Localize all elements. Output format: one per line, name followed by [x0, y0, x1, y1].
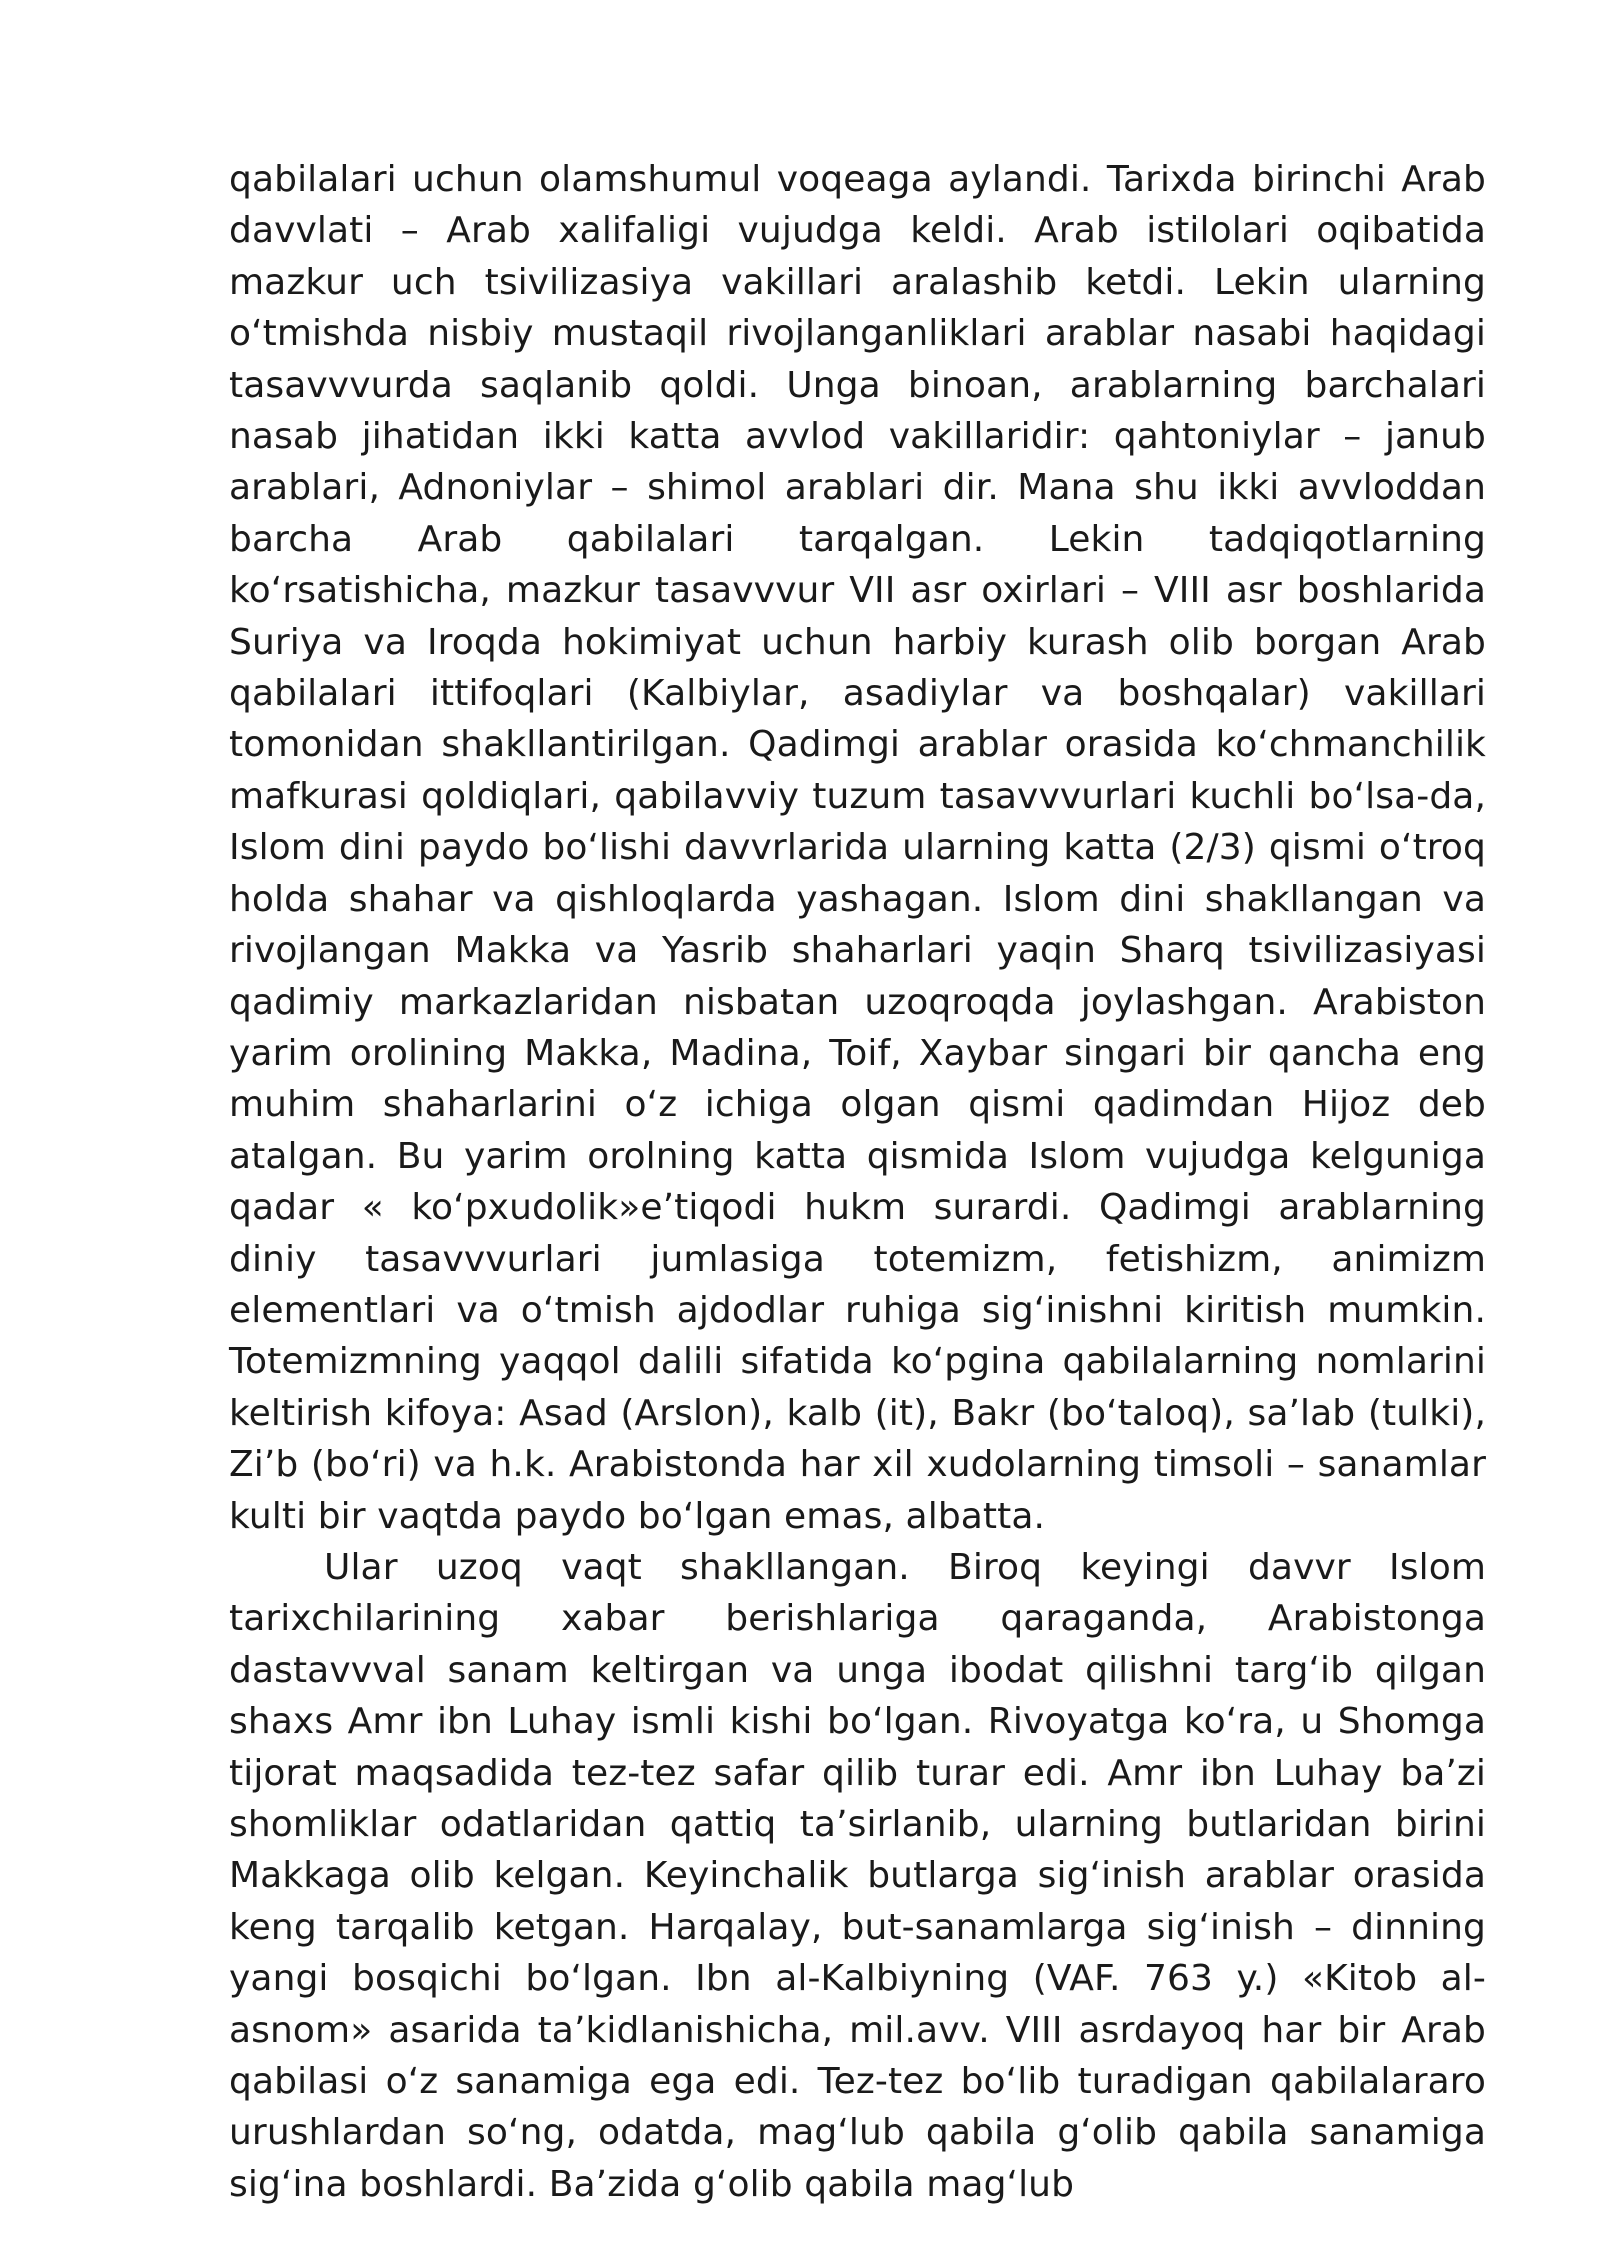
- paragraph-1: qabilalari uchun olamshumul voqeaga aylandi. Tarixda birinchi Arab davvlati – Arab xalifaligi vujudga keldi. Arab istilolari oqibatida mazkur uch tsivilizasiya vakillari aralashib ketdi. Lekin ularning oʻtmishda nisbiy mustaqil rivojlanganliklari arablar nasabi haqidagi tasavvvurda saqlanib qoldi. Unga binoan, arablarning barchalari nasab jihatidan ikki katta avvlod vakillaridir: qahtoniylar – janub arablari, Adnoniylar – shimol arablari dir. Mana shu ikki avvloddan barcha Arab qabilalari tarqalgan. Lekin tadqiqotlarning koʻrsatishicha, mazkur tasavvvur VII asr oxirlari – VIII asr boshlarida Suriya va Iroqda hokimiyat uchun harbiy kurash olib borgan Arab qabilalari ittifoqlari (Kalbiylar, asadiylar va boshqalar) vakillari tomonidan shakllantirilgan. Qadimgi arablar orasida koʻchmanchilik mafkurasi qoldiqlari, qabilavviy tuzum tasavvvurlari kuchli boʻlsa-da, Islom dini paydo boʻlishi davvrlarida ularning katta (2/3) qismi oʻtroq holda shahar va qishloqlarda yashagan. Islom dini shakllangan va rivojlangan Makka va Yasrib shaharlari yaqin Sharq tsivilizasiyasi qadimiy markazlaridan nisbatan uzoqroqda joylashgan. Arabiston yarim orolining Makka, Madina, Toif, Xaybar singari bir qancha eng muhim shaharlarini oʻz ichiga olgan qismi qadimdan Hijoz deb atalgan. Bu yarim orolning katta qismida Islom vujudga kelguniga qadar « koʻpxudolik»eʼtiqodi hukm surardi. Qadimgi arablarning diniy tasavvvurlari jumlasiga totemizm, fetishizm, animizm elementlari va oʻtmish ajdodlar ruhiga sigʻinishni kiritish mumkin. Totemizmning yaqqol dalili sifatida koʻpgina qabilalarning nomlarini keltirish kifoya: Asad (Arslon), kalb (it), Bakr (boʻtaloq), saʼlab (tulki), Ziʼb (boʻri) va h.k. Arabistonda har xil xudolarning timsoli – sanamlar kulti bir vaqtda paydo boʻlgan emas, albatta.: [229, 159, 1486, 1537]
- body-text: [229, 154, 1486, 2210]
- paragraph-2: Ular uzoq vaqt shakllangan. Biroq keyingi davvr Islom tarixchilarining xabar berishlariga qaraganda, Arabistonga dastavvval sanam keltirgan va unga ibodat qilishni targʻib qilgan shaxs Amr ibn Luhay ismli kishi boʻlgan. Rivoyatga koʻra, u Shomga tijorat maqsadida tez-tez safar qilib turar edi. Amr ibn Luhay baʼzi shomliklar odatlaridan qattiq taʼsirlanib, ularning butlaridan birini Makkaga olib kelgan. Keyinchalik butlarga sigʻinish arablar orasida keng tarqalib ketgan. Harqalay, but-sanamlarga sigʻinish – dinning yangi bosqichi boʻlgan. Ibn al-Kalbiyning (VAF. 763 y.) «Kitob al-asnom» asarida taʼkidlanishicha, mil.avv. VIII asrdayoq har bir Arab qabilasi oʻz sanamiga ega edi. Tez-tez boʻlib turadigan qabilalararo urushlardan soʻng, odatda, magʻlub qabila gʻolib qabila sanamiga sigʻina boshlardi. Baʼzida gʻolib qabila magʻlub: [229, 1546, 1486, 2205]
